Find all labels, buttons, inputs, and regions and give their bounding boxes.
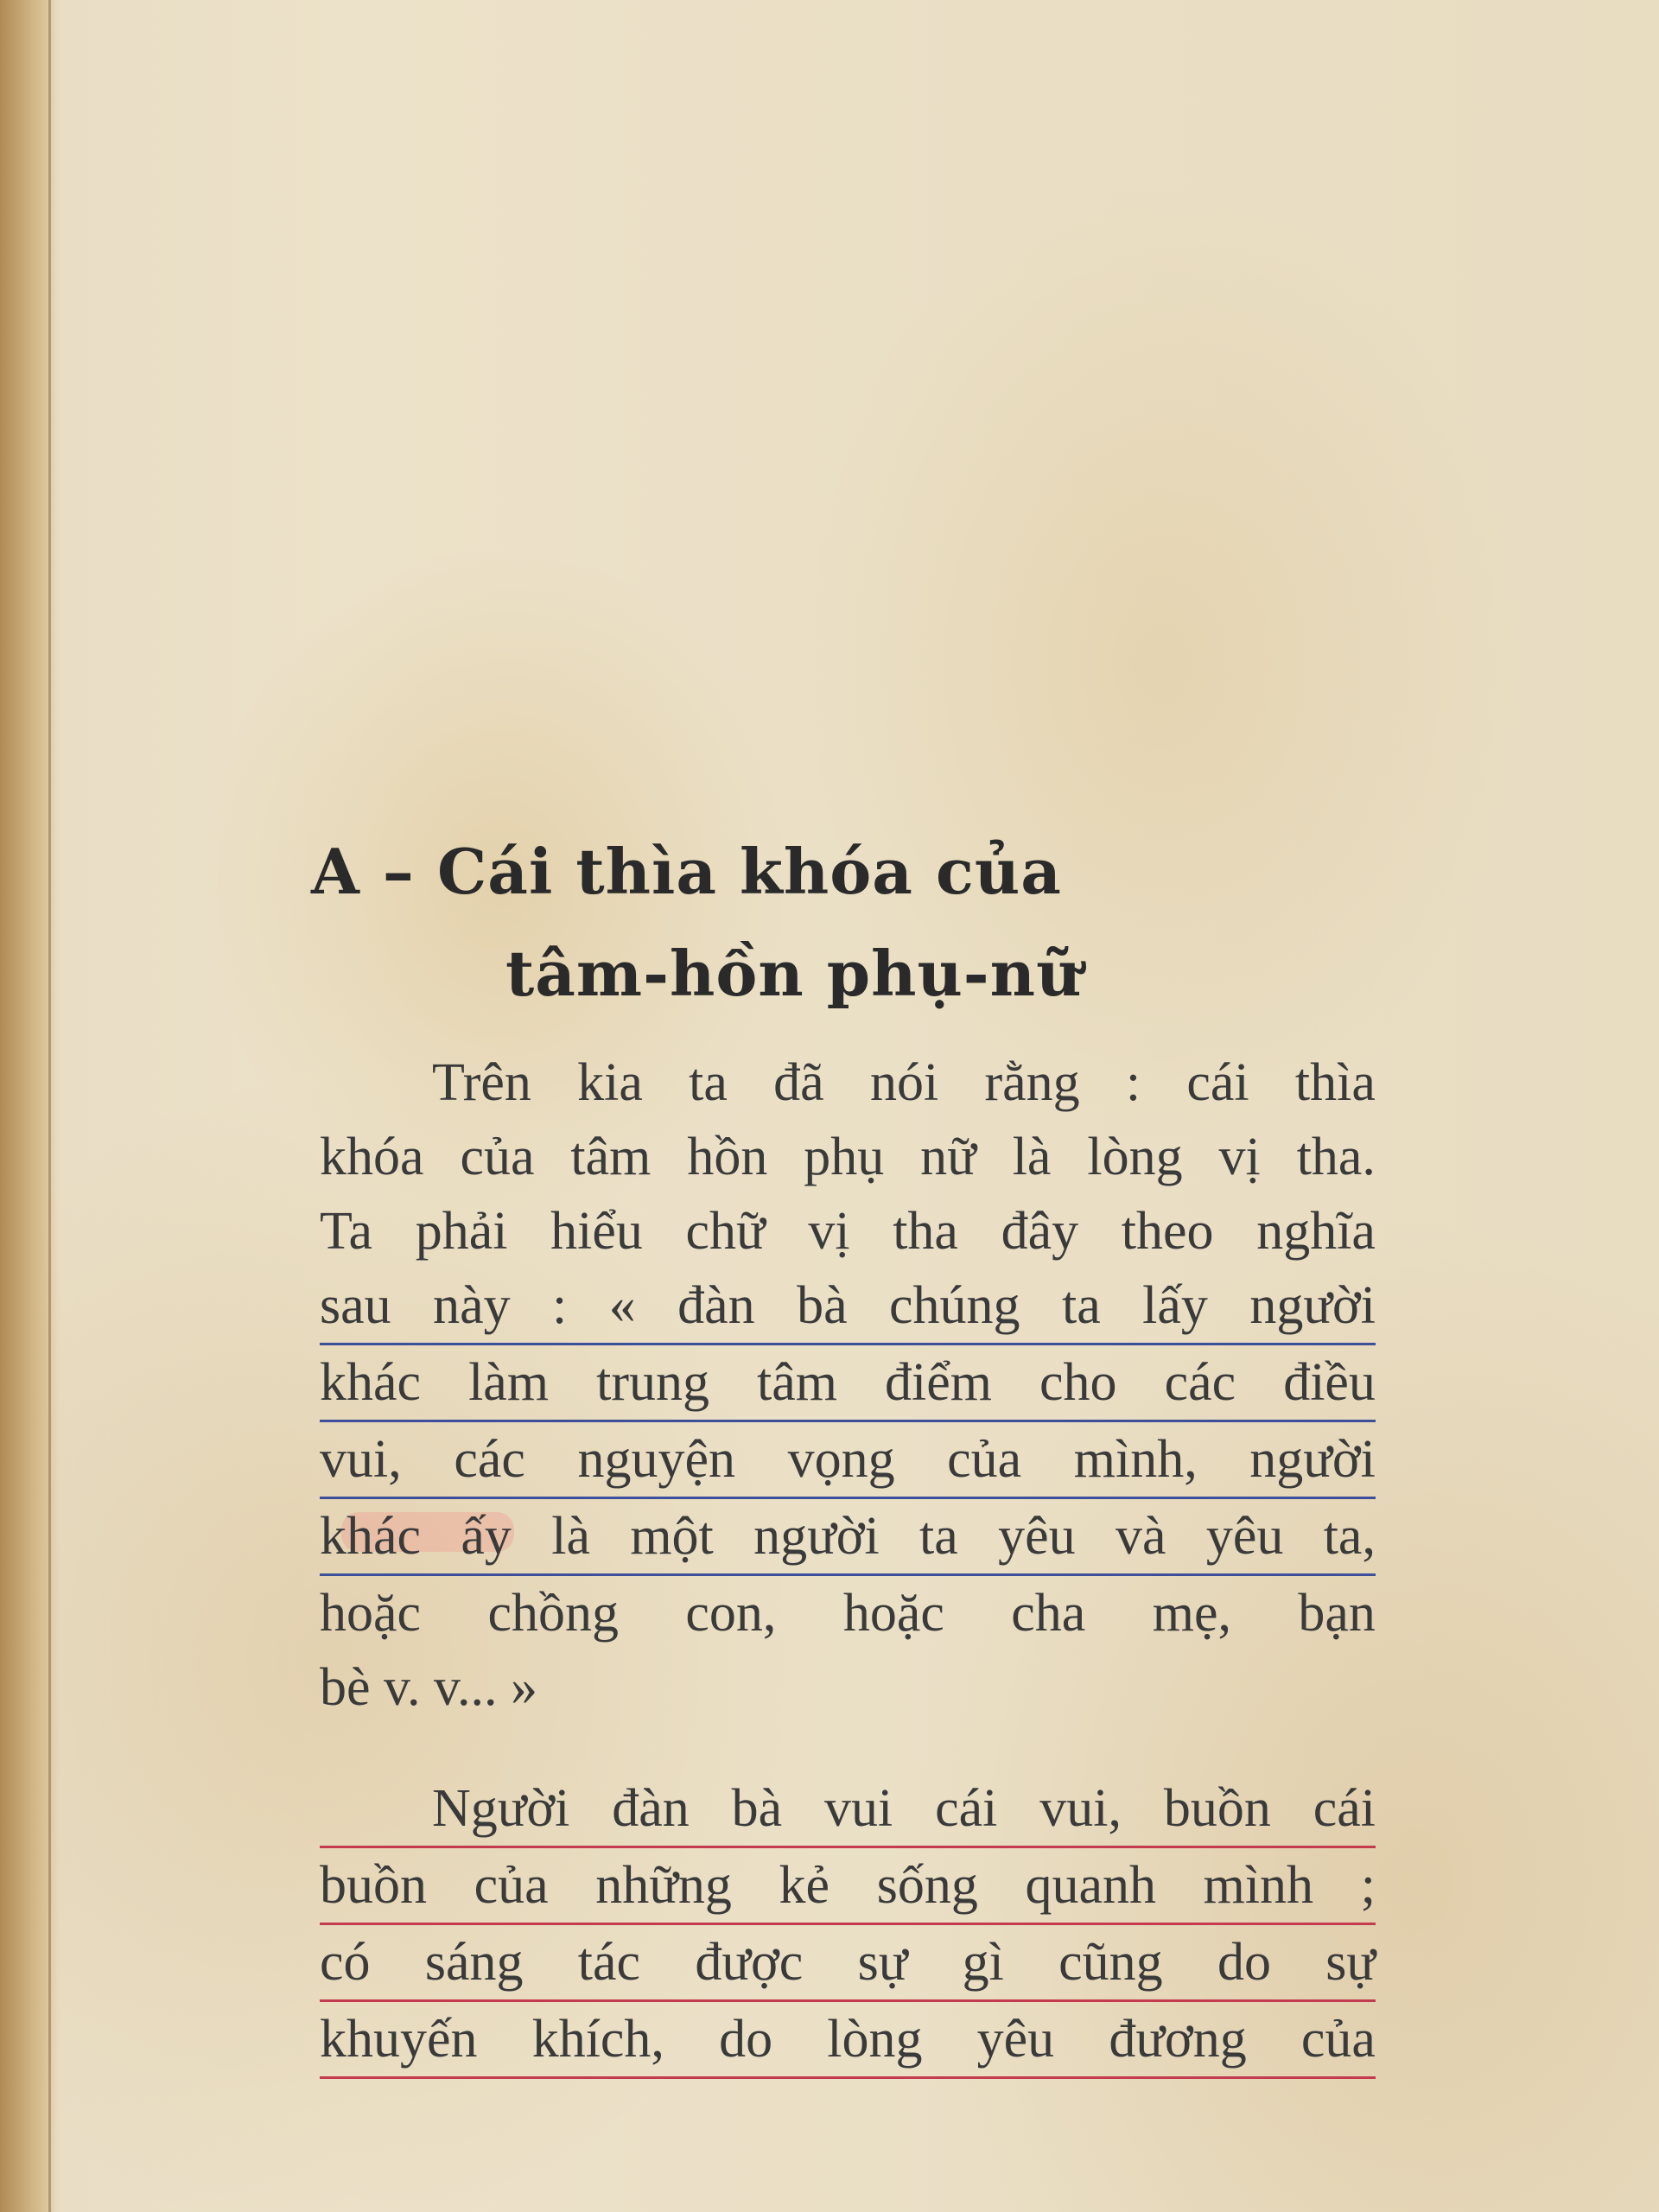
word: khuyến <box>320 2010 478 2069</box>
word: Người <box>432 1779 570 1838</box>
word: buồn <box>320 1856 427 1915</box>
word: phải <box>415 1202 508 1261</box>
word: các <box>454 1430 525 1489</box>
word: của <box>947 1430 1022 1489</box>
word: đàn <box>677 1276 755 1335</box>
word: của <box>1300 2010 1376 2069</box>
text-line: bè v. v... » <box>320 1658 537 1717</box>
word: người <box>1249 1276 1376 1335</box>
text-line <box>320 1848 1376 1925</box>
word: ta <box>689 1053 728 1112</box>
word: ấy <box>461 1507 512 1566</box>
word: hiểu <box>550 1202 643 1261</box>
word: của <box>474 1856 549 1915</box>
word: đương <box>1109 2010 1247 2069</box>
word: thìa <box>1294 1053 1376 1112</box>
word: Trên <box>432 1053 531 1112</box>
word: khóa <box>320 1128 424 1186</box>
word: cho <box>1039 1353 1117 1412</box>
book-binding-edge <box>0 0 55 2212</box>
word: yêu <box>1205 1507 1284 1566</box>
word: lòng <box>1087 1128 1183 1186</box>
word: vui, <box>320 1430 402 1489</box>
section-heading <box>311 821 1082 1025</box>
text-line <box>320 1268 1376 1345</box>
word: bà <box>731 1779 783 1838</box>
word: là <box>551 1507 590 1566</box>
word: hồn <box>687 1128 768 1186</box>
word: mình, <box>1073 1430 1198 1489</box>
word: vọng <box>787 1430 895 1489</box>
text-line <box>320 1046 1376 1120</box>
word: khác <box>320 1507 422 1566</box>
body-text <box>320 1046 1376 2079</box>
word: nghĩa <box>1256 1202 1376 1261</box>
word: điểm <box>885 1353 992 1412</box>
word: vui, <box>1039 1779 1122 1838</box>
word: bạn <box>1298 1584 1376 1643</box>
word: theo <box>1121 1202 1214 1261</box>
word: vị <box>808 1202 850 1261</box>
word: : <box>1125 1053 1141 1112</box>
word: các <box>1164 1353 1236 1412</box>
text-line <box>320 1120 1376 1194</box>
word: sống <box>876 1856 978 1915</box>
word: người <box>753 1507 880 1566</box>
word: do <box>719 2010 773 2069</box>
word: tha <box>893 1202 958 1261</box>
word: khác <box>320 1353 422 1412</box>
word: hoặc <box>320 1584 422 1643</box>
word: buồn <box>1163 1779 1271 1838</box>
word: sáng <box>424 1933 524 1992</box>
word: điều <box>1283 1353 1376 1412</box>
word: tha. <box>1296 1128 1376 1186</box>
word: trung <box>596 1353 709 1412</box>
word: có <box>320 1933 371 1992</box>
word: đã <box>773 1053 824 1112</box>
word: kia <box>577 1053 643 1112</box>
word: đây <box>1001 1202 1079 1261</box>
word: cái <box>1313 1779 1376 1838</box>
word: những <box>595 1856 732 1915</box>
word: ta <box>919 1507 958 1566</box>
word: mình <box>1203 1856 1314 1915</box>
word: phụ <box>804 1128 885 1186</box>
text-line <box>320 1499 1376 1576</box>
word: quanh <box>1025 1856 1156 1915</box>
word: và <box>1115 1507 1166 1566</box>
word: cái <box>1186 1053 1249 1112</box>
page-fold-line <box>48 0 51 2212</box>
word: tác <box>577 1933 641 1992</box>
word: lòng <box>827 2010 923 2069</box>
word: của <box>460 1128 535 1186</box>
heading-line-1: A – Cái thìa khóa của <box>311 835 1062 908</box>
word: vị <box>1218 1128 1261 1186</box>
word: cha <box>1011 1584 1086 1643</box>
heading-line-2: tâm-hồn phụ-nữ <box>505 937 1083 1010</box>
word: ta, <box>1323 1507 1376 1566</box>
word: là <box>1012 1128 1052 1186</box>
word: sau <box>320 1276 391 1335</box>
word: tâm <box>757 1353 837 1412</box>
word: này <box>433 1276 511 1335</box>
word: gì <box>962 1933 1004 1992</box>
word: chúng <box>889 1276 1020 1335</box>
word: đàn <box>612 1779 690 1838</box>
paragraph-gap <box>320 1725 1376 1771</box>
word: kẻ <box>779 1856 830 1915</box>
word: người <box>1249 1430 1376 1489</box>
word: yêu <box>976 2010 1055 2069</box>
word: mẹ, <box>1152 1584 1231 1643</box>
word: ; <box>1360 1856 1376 1915</box>
word: : <box>552 1276 568 1335</box>
word: yêu <box>998 1507 1076 1566</box>
word: « <box>608 1276 636 1335</box>
word: con, <box>685 1584 777 1643</box>
word: một <box>630 1507 714 1566</box>
text-line <box>320 1771 1376 1848</box>
word: được <box>695 1933 804 1992</box>
text-line <box>320 1925 1376 2002</box>
text-line <box>320 1345 1376 1422</box>
word: chồng <box>487 1584 619 1643</box>
word: lấy <box>1142 1276 1208 1335</box>
word: nữ <box>920 1128 976 1186</box>
word: nói <box>869 1053 939 1112</box>
word: bà <box>797 1276 848 1335</box>
word: Ta <box>320 1202 373 1261</box>
word: khích, <box>531 2010 664 2069</box>
word: rằng <box>984 1053 1080 1112</box>
word: do <box>1217 1933 1271 1992</box>
word: cái <box>935 1779 998 1838</box>
text-line <box>320 1576 1376 1650</box>
word: vui <box>824 1779 893 1838</box>
word: ta <box>1061 1276 1101 1335</box>
word: chữ <box>685 1202 766 1261</box>
text-line <box>320 2002 1376 2079</box>
word: cũng <box>1058 1933 1163 1992</box>
word: hoặc <box>842 1584 944 1643</box>
word: sự <box>1325 1933 1376 1992</box>
word: sự <box>857 1933 908 1992</box>
text-line <box>320 1194 1376 1268</box>
text-line <box>320 1422 1376 1499</box>
word: tâm <box>570 1128 652 1186</box>
word: nguyện <box>577 1430 735 1489</box>
word: làm <box>468 1353 550 1412</box>
